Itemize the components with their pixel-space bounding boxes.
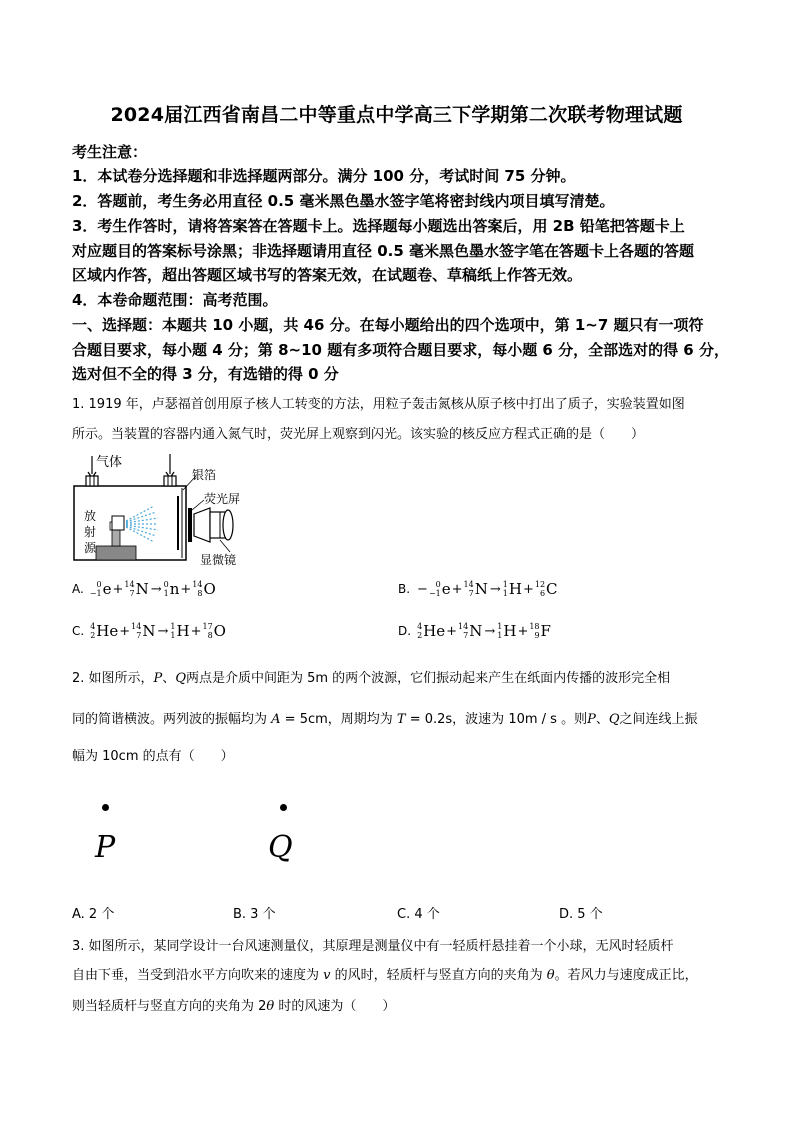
- charge-number: 9: [534, 631, 540, 640]
- nuclide: [90, 622, 118, 640]
- mass-number: 17: [202, 622, 213, 631]
- element-symbol: O: [213, 622, 226, 640]
- element-symbol: n: [169, 580, 180, 598]
- reaction-arrow: →: [157, 623, 169, 639]
- question-1-text: 1. 1919 年，卢瑟福首创用原子核人工转变的方法，用粒子轰击氮核从原子核中打出了质子，实验装置如图: [72, 397, 685, 412]
- option-a[interactable]: [72, 580, 216, 598]
- option-b[interactable]: [398, 580, 558, 598]
- mass-number: 14: [458, 622, 469, 631]
- nuclide: [429, 580, 451, 598]
- option-c[interactable]: C. 4 个: [397, 907, 440, 922]
- question-2-text: 幅为 10cm 的点有（ ）: [72, 749, 234, 764]
- mass-number: 1: [170, 622, 176, 631]
- charge-number: 2: [417, 631, 423, 640]
- charge-number: 8: [197, 589, 203, 598]
- plus-sign: +: [522, 581, 534, 597]
- point-q-label: Q: [268, 830, 293, 865]
- option-c[interactable]: [72, 622, 226, 640]
- notice-item: 对应题目的答案标号涂黑；非选择题请用直径 0.5 毫米黑色墨水签字笔在答题卡上各题的答题: [72, 242, 695, 260]
- nuclide: [164, 580, 180, 598]
- plus-sign: +: [112, 581, 124, 597]
- nuclide: [192, 580, 216, 598]
- mass-number: 0: [435, 580, 441, 589]
- charge-number: −1: [89, 589, 102, 598]
- nuclide: [170, 622, 189, 640]
- mass-number: 4: [90, 622, 96, 631]
- mass-number: 1: [497, 622, 503, 631]
- point-p-label: P: [95, 830, 116, 865]
- source-label: 放 射 源: [84, 509, 97, 555]
- nuclide: [503, 580, 522, 598]
- notice-heading: 考生注意：: [72, 143, 148, 161]
- charge-number: 8: [207, 631, 213, 640]
- notice-item: 2．答题前，考生务必用直径 0.5 毫米黑色墨水签字笔将密封线内项目填写清楚。: [72, 192, 615, 210]
- nuclide: [464, 580, 488, 598]
- section-instructions: 一、选择题：本题共 10 小题，共 46 分。在每小题给出的四个选项中，第 1~7 题只有一项符: [72, 316, 704, 334]
- reaction-arrow: →: [484, 623, 496, 639]
- reaction-arrow: →: [489, 581, 501, 597]
- charge-number: 2: [90, 631, 96, 640]
- notice-item: 3．考生作答时，请将答案答在答题卡上。选择题每小题选出答案后，用 2B 铅笔把答题卡上: [72, 217, 685, 235]
- mass-number: 14: [192, 580, 203, 589]
- mass-number: 14: [124, 580, 135, 589]
- option-letter: D.: [398, 623, 412, 638]
- element-symbol: N: [142, 622, 156, 640]
- notice-item: 4．本卷命题范围：高考范围。: [72, 291, 278, 309]
- nuclide: [131, 622, 155, 640]
- question-2-text: 2. 如图所示，P、Q两点是介质中间距为 5m 的两个波源，它们振动起来产生在纸面内传播的波形完全相: [72, 671, 671, 686]
- point-q-dot: [280, 804, 287, 811]
- element-symbol: e: [441, 580, 451, 598]
- nuclide: [202, 622, 226, 640]
- element-symbol: H: [508, 580, 522, 598]
- plus-sign: +: [517, 623, 529, 639]
- question-2-text: 同的简谐横波。两列波的振幅均为 A = 5cm，周期均为 T = 0.2s，波速为 10m / s 。则P、Q之间连线上振: [72, 712, 698, 727]
- section-instructions: 选对但不全的得 3 分，有选错的得 0 分: [72, 365, 339, 383]
- plus-sign: +: [119, 623, 131, 639]
- option-d[interactable]: [398, 622, 551, 640]
- charge-number: 6: [539, 589, 546, 598]
- nuclide: [90, 580, 112, 598]
- charge-number: 1: [163, 589, 169, 598]
- mass-number: 4: [417, 622, 423, 631]
- element-symbol: e: [102, 580, 112, 598]
- section-instructions: 合题目要求，每小题 4 分；第 8~10 题有多项符合题目要求，每小题 6 分，全部选对的得 6 分，: [72, 341, 729, 359]
- charge-number: 7: [129, 589, 135, 598]
- option-d[interactable]: D. 5 个: [559, 907, 603, 922]
- mass-number: 14: [463, 580, 474, 589]
- element-symbol: H: [176, 622, 190, 640]
- element-symbol: F: [540, 622, 551, 640]
- nuclide: [497, 622, 516, 640]
- plus-sign: +: [190, 623, 202, 639]
- page-title: 2024届江西省南昌二中等重点中学高三下学期第二次联考物理试题: [110, 104, 683, 126]
- nuclide: [124, 580, 148, 598]
- option-b[interactable]: B. 3 个: [233, 907, 276, 922]
- charge-number: 1: [170, 631, 176, 640]
- element-symbol: H: [503, 622, 517, 640]
- element-symbol: N: [469, 622, 483, 640]
- charge-number: 7: [463, 631, 469, 640]
- plus-sign: +: [446, 623, 458, 639]
- plus-sign: +: [180, 581, 192, 597]
- foil-label: 银箔: [192, 468, 217, 482]
- mass-number: 18: [529, 622, 540, 631]
- charge-number: 7: [468, 589, 474, 598]
- point-p-dot: [102, 804, 109, 811]
- option-letter: B.: [398, 581, 411, 596]
- option-a[interactable]: A. 2 个: [72, 907, 115, 922]
- notice-item: 区域内作答，超出答题区域书写的答案无效，在试题卷、草稿纸上作答无效。: [72, 266, 583, 284]
- option-letter: A.: [72, 581, 84, 596]
- screen-label: 荧光屏: [204, 492, 241, 506]
- plus-sign: +: [451, 581, 463, 597]
- element-symbol: N: [135, 580, 149, 598]
- question-3-text: 自由下垂，当受到沿水平方向吹来的速度为 v 的风时，轻质杆与竖直方向的夹角为 θ。若风力与速度成正比，: [72, 968, 698, 983]
- charge-number: 7: [136, 631, 142, 640]
- nuclide: [529, 622, 551, 640]
- minus-sign: −: [417, 581, 428, 597]
- charge-number: 1: [502, 589, 508, 598]
- element-symbol: O: [203, 580, 216, 598]
- gas-label: 气体: [96, 455, 123, 470]
- element-symbol: He: [96, 622, 119, 640]
- notice-item: 1．本试卷分选择题和非选择题两部分。满分 100 分，考试时间 75 分钟。: [72, 167, 576, 185]
- microscope-label: 显微镜: [200, 553, 237, 567]
- option-letter: C.: [72, 623, 85, 638]
- mass-number: 0: [163, 580, 169, 589]
- mass-number: 12: [534, 580, 546, 589]
- charge-number: 1: [497, 631, 503, 640]
- mass-number: 1: [502, 580, 508, 589]
- mass-number: 14: [131, 622, 142, 631]
- charge-number: −1: [428, 589, 441, 598]
- nuclide: [417, 622, 445, 640]
- question-1-text: 所示。当装置的容器内通入氮气时，荧光屏上观察到闪光。该实验的核反应方程式正确的是（ ）: [72, 427, 645, 442]
- element-symbol: N: [474, 580, 488, 598]
- question-3-text: 3. 如图所示，某同学设计一台风速测量仪，其原理是测量仪中有一轻质杆悬挂着一个小球，无风时轻质杆: [72, 939, 674, 954]
- nuclide: [535, 580, 558, 598]
- element-symbol: He: [423, 622, 446, 640]
- nuclide: [458, 622, 482, 640]
- element-symbol: C: [546, 580, 558, 598]
- reaction-arrow: →: [150, 581, 162, 597]
- question-3-text: 则当轻质杆与竖直方向的夹角为 2θ 时的风速为（ ）: [72, 999, 396, 1014]
- mass-number: 0: [96, 580, 102, 589]
